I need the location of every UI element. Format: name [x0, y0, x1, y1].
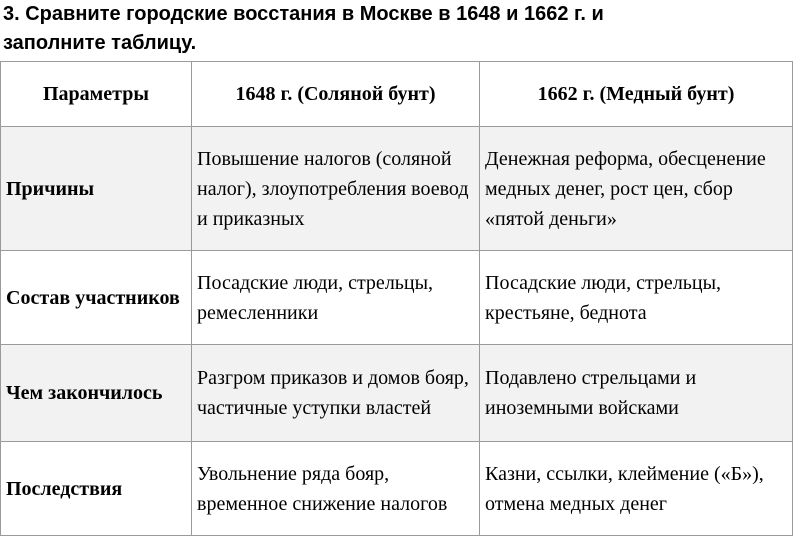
table-row [1, 345, 793, 442]
table-header-row [1, 62, 793, 127]
cell-1662-participants: Посадские люди, стрельцы, крестьяне, беднота [480, 251, 793, 345]
cell-1648-consequences: Увольнение ряда бояр, временное снижение налогов [192, 442, 480, 536]
cell-1648-participants: Посадские люди, стрельцы, ремесленники [192, 251, 480, 345]
cell-1662-causes: Денежная реформа, обесценение медных денег, рост цен, сбор «пятой деньги» [480, 127, 793, 251]
header-1662: 1662 г. (Медный бунт) [480, 62, 793, 127]
row-param-consequences: Последствия [1, 442, 192, 536]
cell-1648-causes: Повышение налогов (соляной налог), злоупотребления воевод и приказных [192, 127, 480, 251]
cell-1662-outcome: Подавлено стрельцами и иноземными войсками [480, 345, 793, 442]
task-title-line-1: 3. Сравните городские восстания в Москве в 1648 и 1662 г. и [3, 3, 604, 25]
comparison-table [0, 61, 793, 536]
task-title-line-2: заполните таблицу. [3, 32, 197, 54]
row-param-participants: Состав участников [1, 251, 192, 345]
header-parameters: Параметры [1, 62, 192, 127]
task-title [3, 0, 793, 58]
row-param-causes: Причины [1, 127, 192, 251]
table-row [1, 442, 793, 536]
header-1648: 1648 г. (Соляной бунт) [192, 62, 480, 127]
table-row [1, 127, 793, 251]
cell-1648-outcome: Разгром приказов и домов бояр, частичные уступки властей [192, 345, 480, 442]
cell-1662-consequences: Казни, ссылки, клеймение («Б»), отмена медных денег [480, 442, 793, 536]
table-row [1, 251, 793, 345]
row-param-outcome: Чем закончилось [1, 345, 192, 442]
